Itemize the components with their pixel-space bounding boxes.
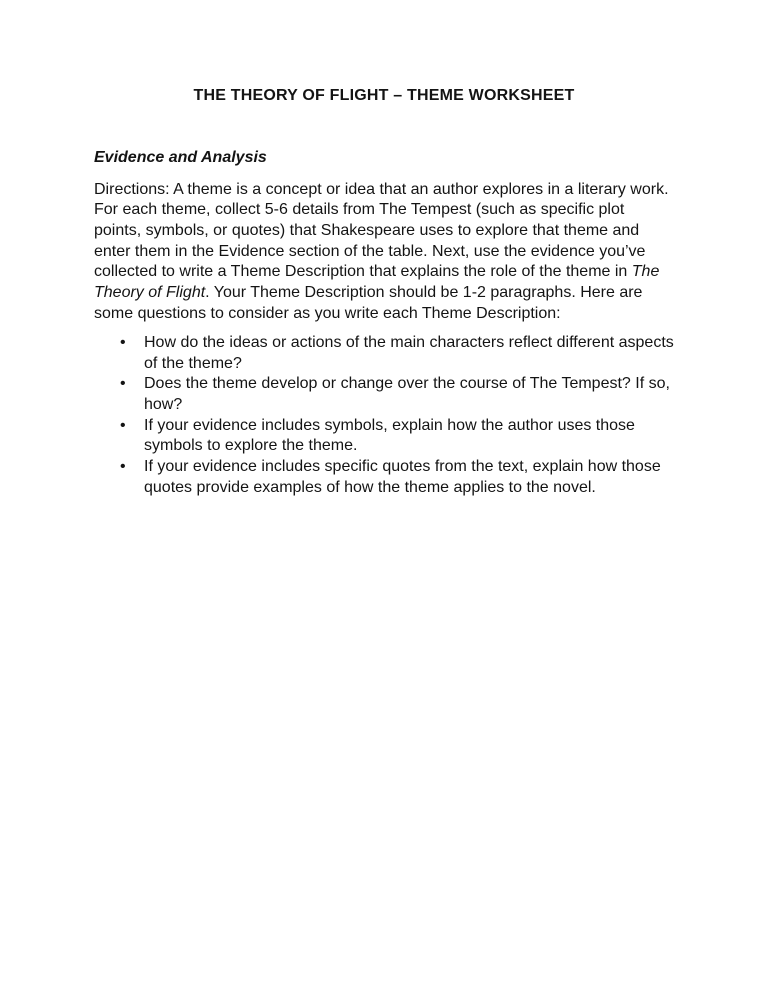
directions-paragraph: [94, 180, 674, 324]
list-item: [94, 374, 674, 415]
section-heading: Evidence and Analysis: [94, 149, 267, 166]
directions-text-part2: . Your Theme Description should be 1-2 paragraphs. Here are some questions to consider as you write each Theme Description:: [94, 283, 643, 322]
list-item: [94, 333, 674, 374]
list-item: [94, 457, 674, 498]
list-item-text: How do the ideas or actions of the main characters reflect different aspects of the theme?: [144, 334, 674, 372]
directions-text-part1: Directions: A theme is a concept or idea that an author explores in a literary work. For each theme, collect 5-6 details from The Tempest (such as specific plot points, symbols, or quotes) that Shakespeare uses to explore that theme and enter them in the Evidence section of the table. Next, use the evidence you’ve collected to write a Theme Description that explains the role of the theme in: [94, 180, 669, 281]
bullet-icon: •: [120, 457, 126, 475]
list-item-text: If your evidence includes specific quotes from the text, explain how those quotes provide examples of how the theme applies to the novel.: [144, 457, 661, 496]
list-item-text: Does the theme develop or change over the course of The Tempest? If so, how?: [144, 375, 670, 414]
list-item-text: If your evidence includes symbols, explain how the author uses those symbols to explore the theme.: [144, 416, 635, 455]
book-title-italic: The Theory of Flight: [94, 263, 660, 301]
page-title: THE THEORY OF FLIGHT – THEME WORKSHEET: [193, 87, 575, 104]
guiding-questions-list: [94, 333, 674, 498]
bullet-icon: •: [120, 416, 126, 434]
list-item: [94, 416, 674, 457]
bullet-icon: •: [120, 334, 126, 352]
bullet-icon: •: [120, 375, 126, 393]
